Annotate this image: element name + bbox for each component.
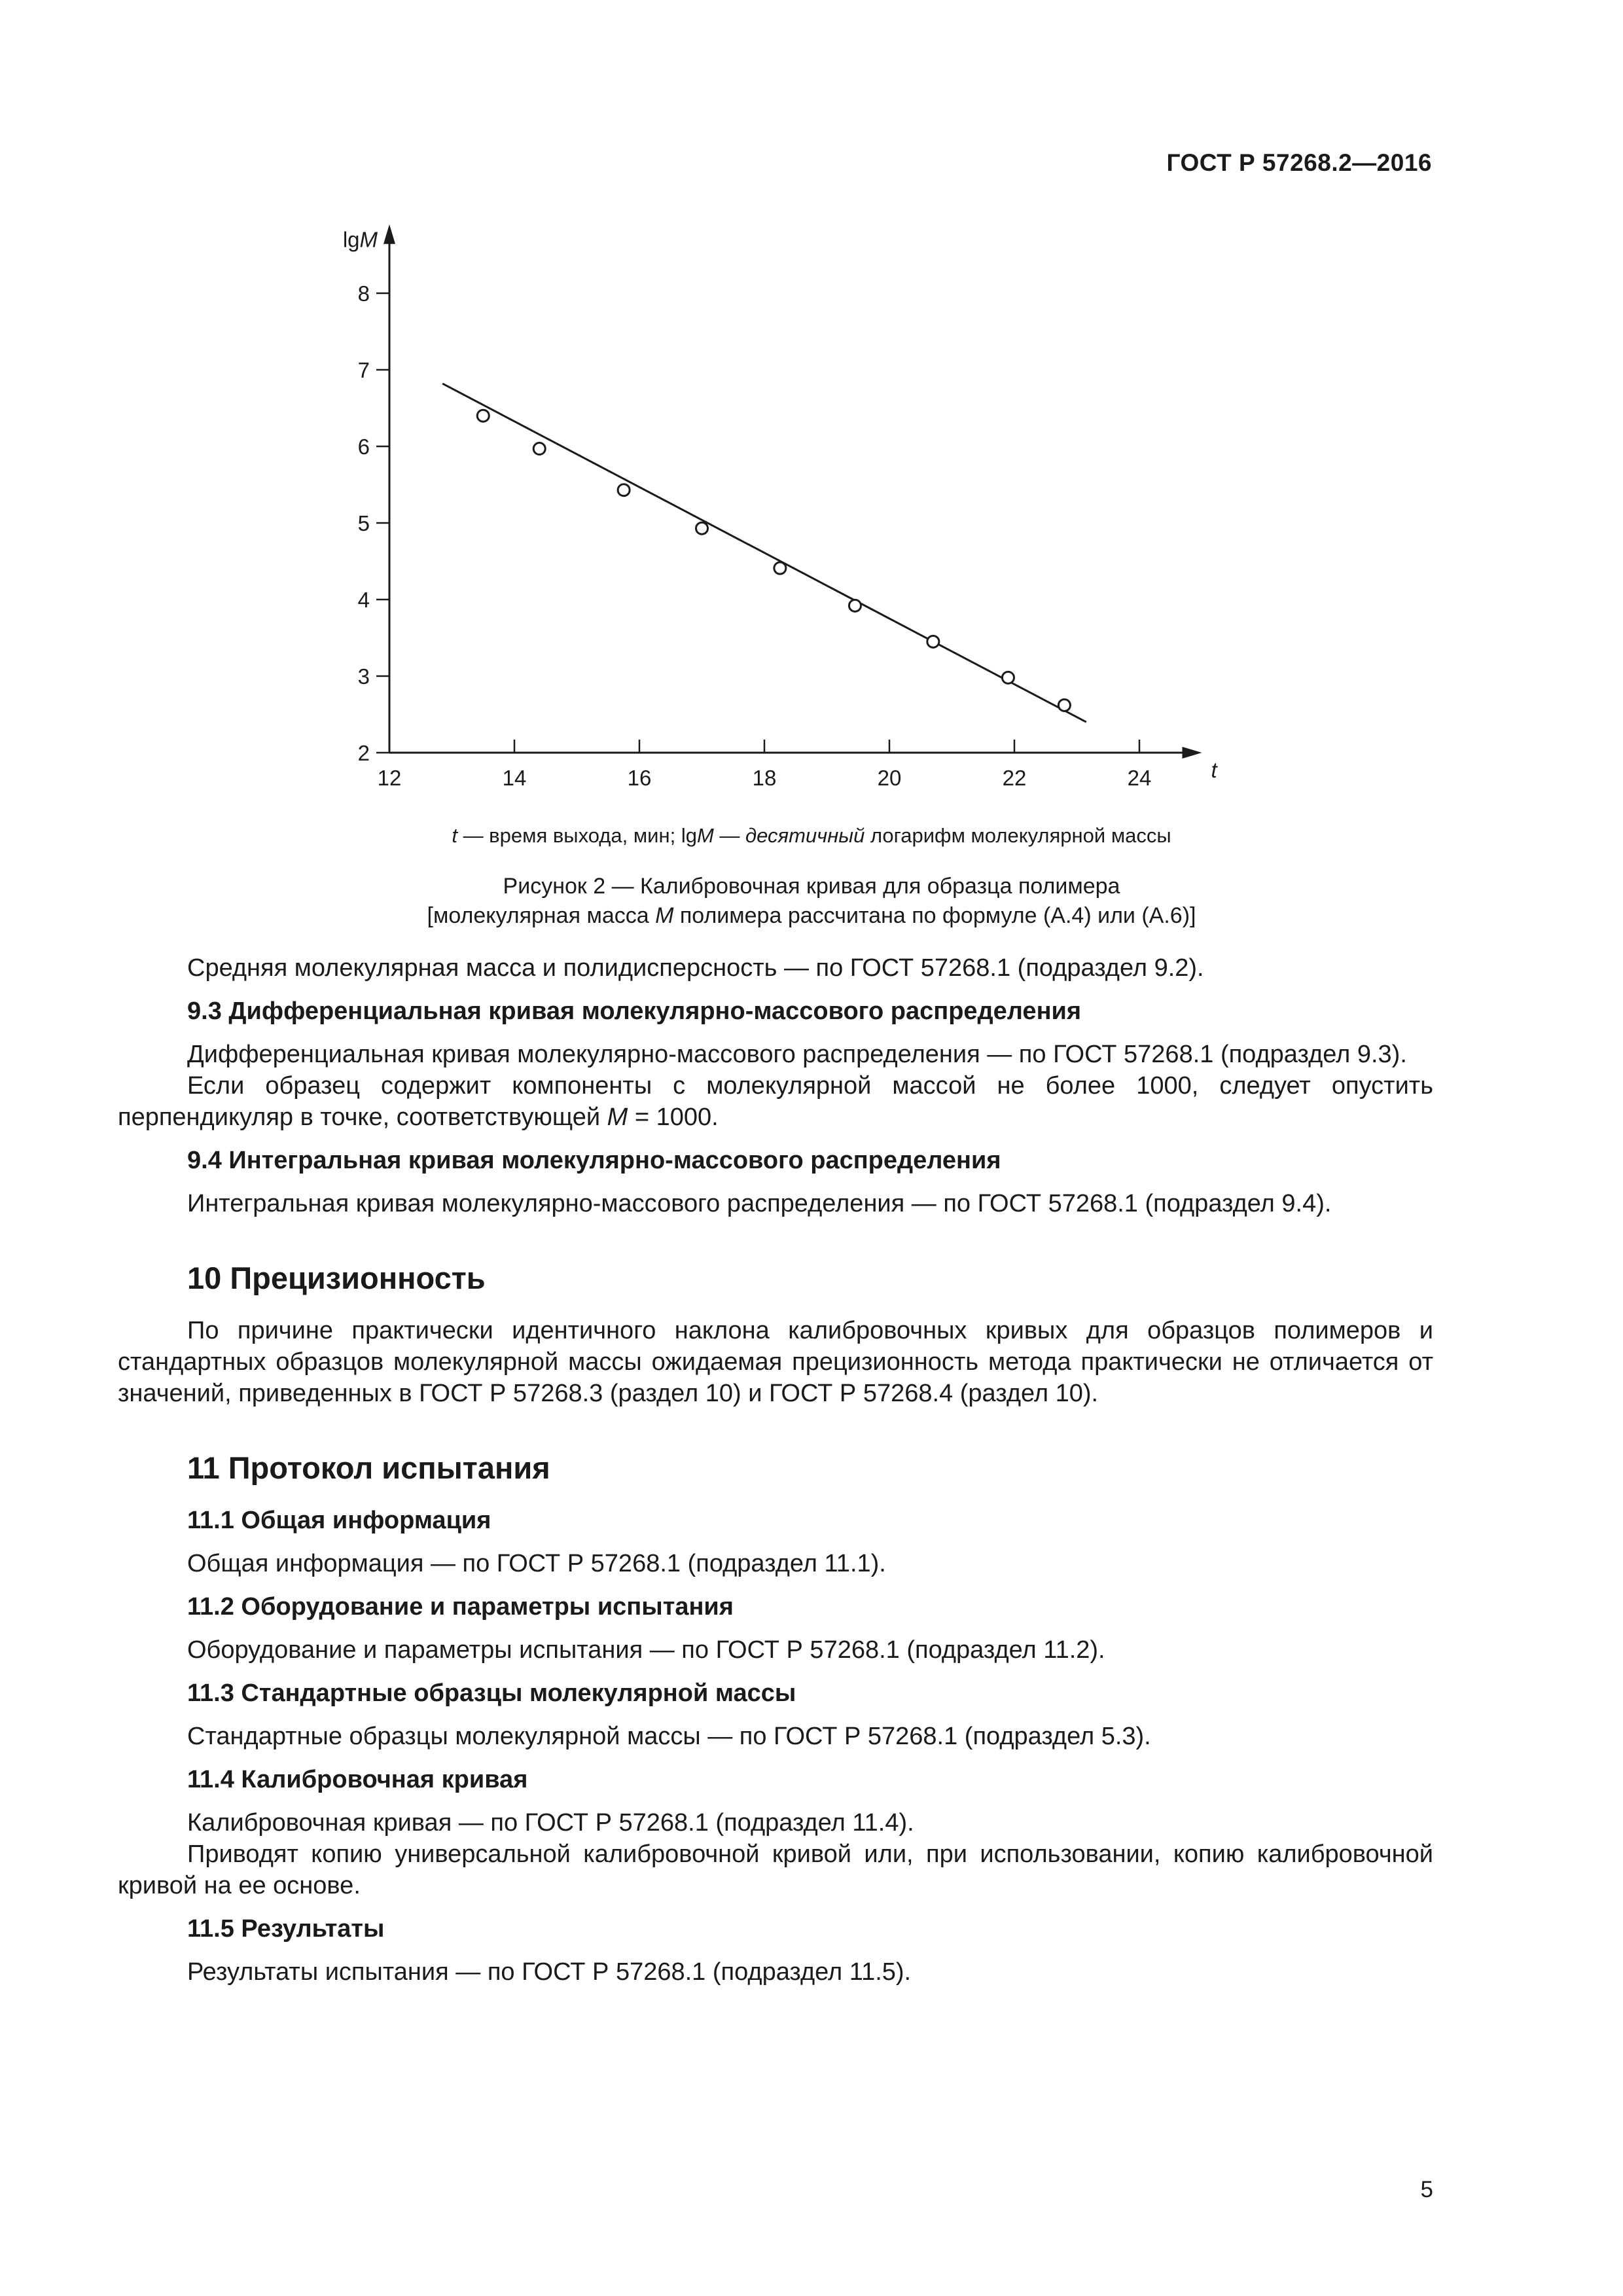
- caption-line-2-a: [молекулярная масса: [427, 903, 656, 928]
- heading-10: 10 Прецизионность: [187, 1261, 486, 1295]
- y-tick-label-6: 8: [357, 281, 370, 306]
- doc-code: ГОСТ Р 57268.2—2016: [1166, 149, 1432, 176]
- paragraph-11-2: Оборудование и параметры испытания — по ГОСТ Р 57268.1 (подраздел 11.2).: [187, 1636, 1105, 1664]
- paragraph-11-5: Результаты испытания — по ГОСТ Р 57268.1 (подраздел 11.5).: [187, 1958, 912, 1986]
- heading-11-3: 11.3 Стандартные образцы молекулярной массы: [187, 1679, 796, 1707]
- y-axis-label-prefix: lg: [342, 227, 360, 252]
- legend-m: M: [696, 824, 714, 847]
- paragraph-9-3-2-a: Если образец содержит компоненты с молекулярной массой не более 1000, следует опустить перпендикуляр в точке, соответствующей: [118, 1072, 1433, 1131]
- paragraph-11-3: Стандартные образцы молекулярной массы — по ГОСТ Р 57268.1 (подраздел 5.3).: [187, 1723, 1151, 1750]
- y-axis-arrow: [383, 224, 395, 244]
- paragraph-10: По причине практически идентичного наклона калибровочных кривых для образцов полимеров и стандартных образцов молекулярной массы ожидаемая прецизионность метода практически не отличается от значений, приведенных в ГОСТ Р 57268.3 (раздел 10) и ГОСТ Р 57268.4 (раздел 10).: [118, 1317, 1433, 1407]
- paragraph-9-4: Интегральная кривая молекулярно-массового распределения — по ГОСТ 57268.1 (подраздел 9.4).: [187, 1190, 1332, 1217]
- document-body: [118, 952, 1433, 1988]
- paragraph-11-1: Общая информация — по ГОСТ Р 57268.1 (подраздел 11.1).: [187, 1550, 886, 1577]
- paragraph-11-4-2: Приводят копию универсальной калибровочной кривой или, при использовании, копию калибровочной кривой на ее основе.: [118, 1840, 1433, 1899]
- legend-dash: —: [713, 824, 746, 847]
- x-tick-label-3: 18: [752, 766, 777, 790]
- x-axis-label: t: [1211, 758, 1217, 782]
- caption-line-2-b: полимера рассчитана по формуле (А.4) или (А.6)]: [673, 903, 1196, 928]
- y-axis-label-var: M: [359, 227, 378, 252]
- x-tick-label-5: 22: [1002, 766, 1027, 790]
- data-point-4: [774, 562, 786, 574]
- legend-rest: логарифм молекулярной массы: [865, 824, 1171, 847]
- heading-11-1: 11.1 Общая информация: [187, 1507, 491, 1534]
- paragraph-11-4-1: Калибровочная кривая — по ГОСТ Р 57268.1 (подраздел 11.4).: [187, 1809, 914, 1837]
- figure-legend: [0, 821, 1623, 850]
- data-point-8: [1058, 699, 1070, 711]
- chart-root: [343, 224, 1219, 790]
- data-point-6: [927, 636, 939, 647]
- page-number: 5: [1420, 2177, 1433, 2202]
- y-tick-label-0: 2: [357, 741, 370, 765]
- heading-9-4: 9.4 Интегральная кривая молекулярно-массового распределения: [187, 1147, 1001, 1174]
- legend-t-desc: — время выхода, мин; lg: [457, 824, 697, 847]
- y-tick-label-4: 6: [357, 435, 370, 459]
- x-tick-label-6: 24: [1127, 766, 1152, 790]
- paragraph-9-3-1: Дифференциальная кривая молекулярно-массового распределения — по ГОСТ 57268.1 (подраздел 9.3).: [187, 1041, 1407, 1068]
- data-point-0: [477, 410, 489, 422]
- y-tick-label-1: 3: [357, 664, 370, 689]
- y-axis-label: [343, 228, 378, 252]
- paragraph-9-3-2: [118, 1070, 1433, 1133]
- paragraph-9-3-2-m: M: [607, 1103, 628, 1131]
- legend-t: t: [452, 824, 457, 847]
- x-tick-label-1: 14: [502, 766, 527, 790]
- calibration-chart: [288, 223, 1309, 812]
- calibration-line: [442, 384, 1086, 722]
- paragraph-average-mass: Средняя молекулярная масса и полидисперсность — по ГОСТ 57268.1 (подраздел 9.2).: [187, 954, 1204, 982]
- legend-decimal: десятичный: [745, 824, 865, 847]
- x-axis-arrow: [1183, 747, 1202, 759]
- data-point-3: [696, 522, 708, 534]
- x-tick-label-2: 16: [627, 766, 652, 790]
- heading-11: 11 Протокол испытания: [187, 1450, 550, 1485]
- y-tick-label-3: 5: [357, 511, 370, 535]
- figure-caption: [0, 872, 1623, 931]
- heading-11-5: 11.5 Результаты: [187, 1915, 385, 1943]
- heading-11-4: 11.4 Калибровочная кривая: [187, 1766, 528, 1793]
- data-point-2: [618, 484, 630, 496]
- caption-line-1: Рисунок 2 — Калибровочная кривая для образца полимера: [503, 874, 1120, 899]
- y-tick-label-2: 4: [357, 588, 370, 612]
- y-tick-label-5: 7: [357, 358, 370, 382]
- caption-line-2: [0, 901, 1623, 931]
- x-tick-label-0: 12: [377, 766, 402, 790]
- data-point-1: [533, 443, 545, 455]
- data-point-7: [1002, 672, 1014, 683]
- heading-11-2: 11.2 Оборудование и параметры испытания: [187, 1593, 734, 1621]
- caption-line-2-m: M: [655, 903, 674, 928]
- x-tick-label-4: 20: [877, 766, 902, 790]
- data-point-5: [849, 600, 861, 611]
- paragraph-9-3-2-b: = 1000.: [628, 1103, 719, 1131]
- heading-9-3: 9.3 Дифференциальная кривая молекулярно-массового распределения: [187, 997, 1082, 1025]
